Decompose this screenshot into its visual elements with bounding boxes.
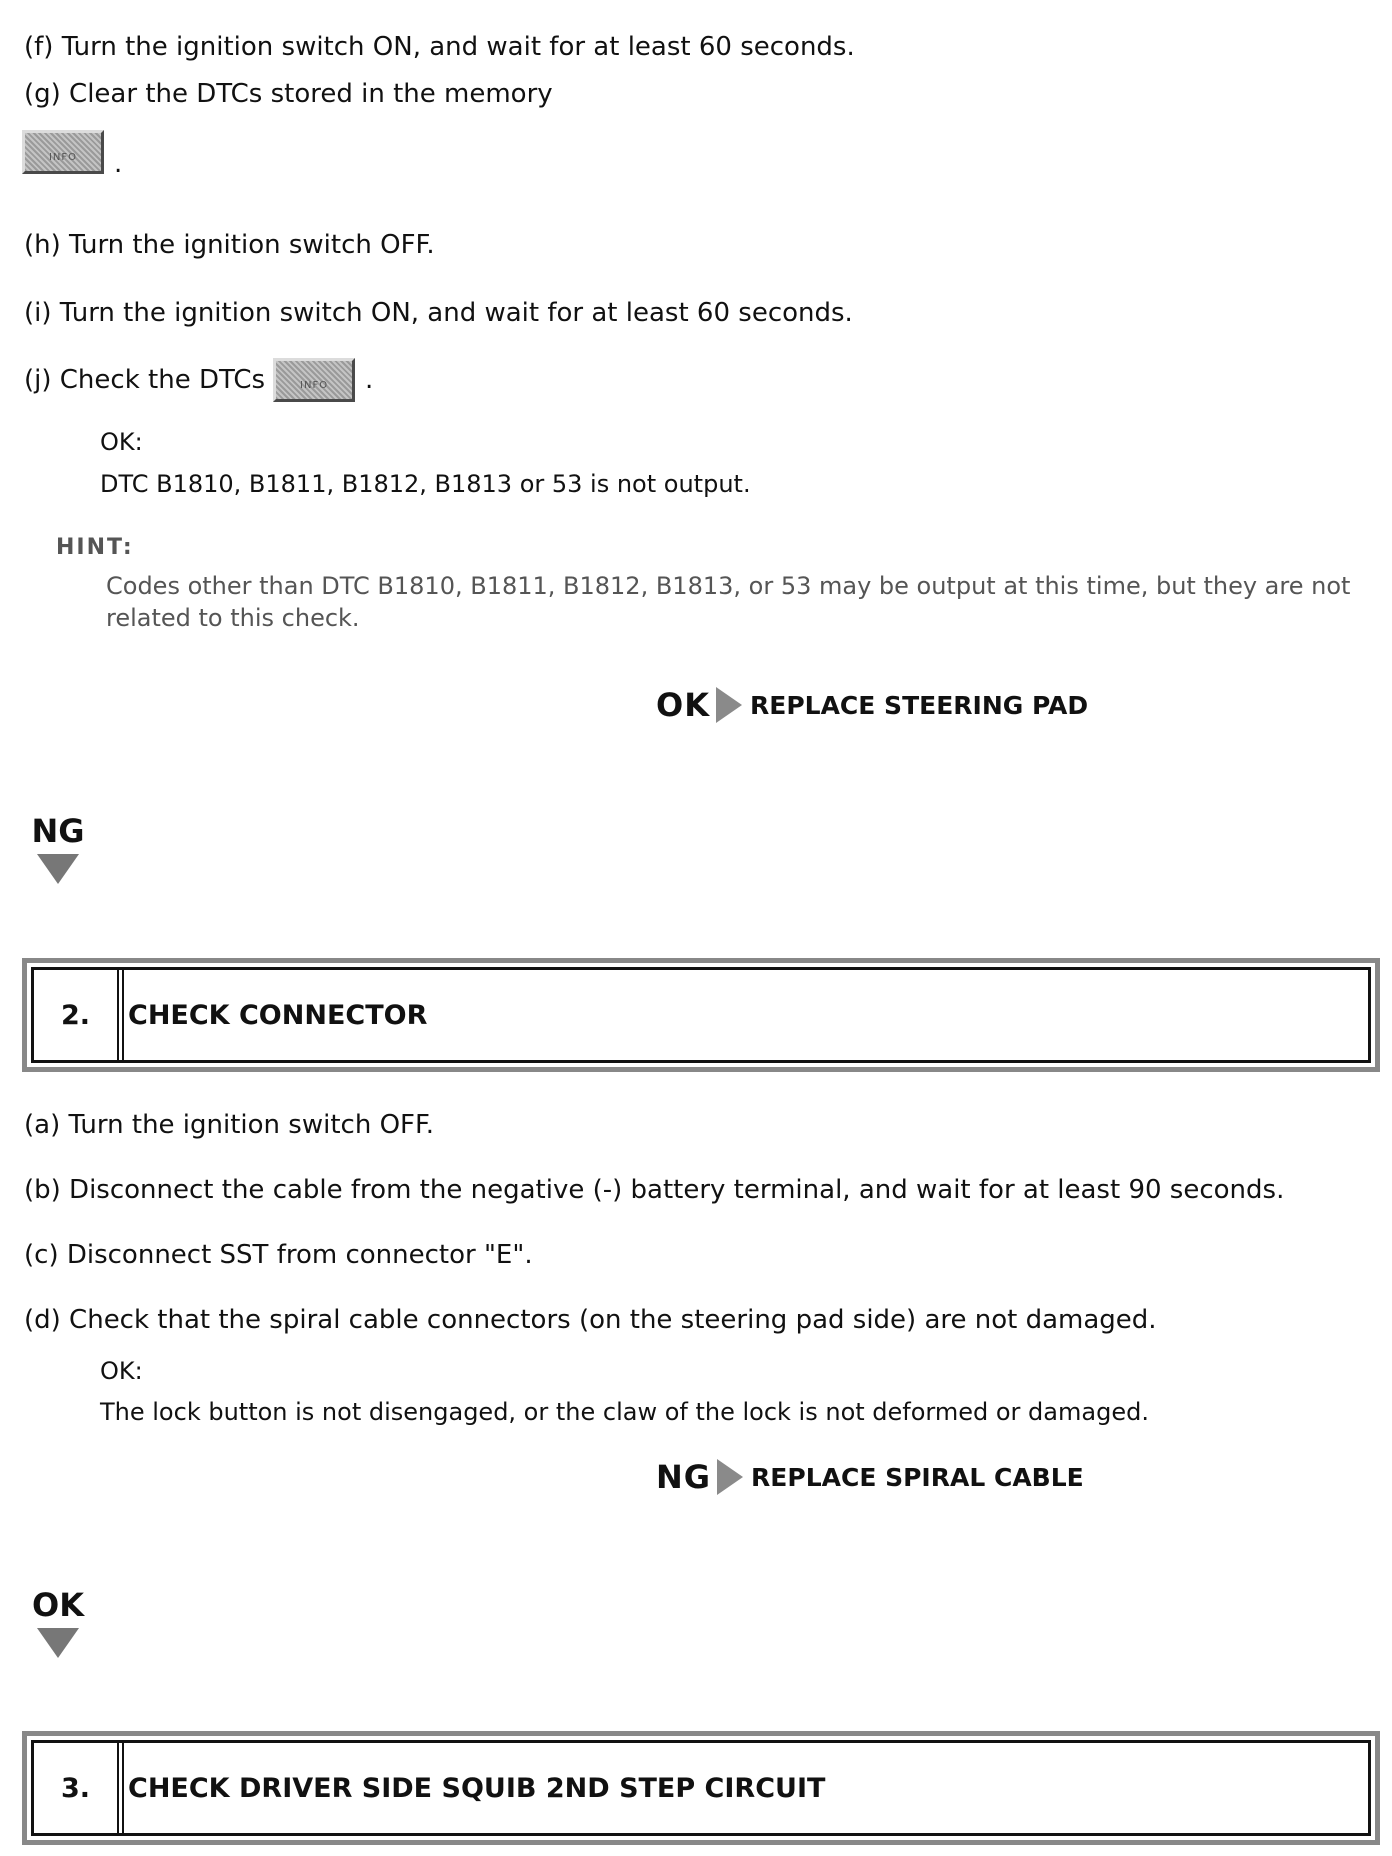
flow-label: NG: [31, 812, 85, 850]
instruction-i: (i) Turn the ignition switch ON, and wait for at least 60 seconds.: [24, 298, 853, 328]
flow-ng: [30, 812, 86, 884]
period: .: [114, 149, 123, 179]
result-ng: [656, 1458, 1084, 1496]
right-arrow-icon: [716, 687, 742, 723]
right-arrow-icon: [717, 1459, 743, 1495]
instruction-g: (g) Clear the DTCs stored in the memory: [24, 79, 553, 109]
down-arrow-icon: [37, 854, 79, 884]
instruction-j-row: [24, 358, 373, 402]
step-number: 2.: [34, 970, 124, 1060]
result-action-link[interactable]: REPLACE STEERING PAD: [750, 690, 1089, 720]
step-header-2: [22, 958, 1380, 1072]
step-title: CHECK CONNECTOR: [128, 999, 428, 1031]
instruction-j: (j) Check the DTCs: [24, 365, 266, 395]
ok-condition: DTC B1810, B1811, B1812, B1813 or 53 is not output.: [100, 470, 751, 498]
result-ok: [656, 686, 1088, 724]
result-action-link[interactable]: REPLACE SPIRAL CABLE: [751, 1462, 1084, 1492]
flow-ok: [30, 1586, 86, 1658]
flow-label: OK: [32, 1586, 84, 1624]
step-title: CHECK DRIVER SIDE SQUIB 2ND STEP CIRCUIT: [128, 1772, 826, 1804]
ok-label: OK:: [100, 428, 143, 456]
period: .: [365, 365, 374, 395]
step-header-3: [22, 1731, 1380, 1845]
hint-text: Codes other than DTC B1810, B1811, B1812, B1813, or 53 may be output at this time, but they are not related to this check.: [106, 572, 1351, 632]
instruction-f: (f) Turn the ignition switch ON, and wait for at least 60 seconds.: [24, 32, 855, 62]
ok-label: OK:: [100, 1357, 143, 1385]
down-arrow-icon: [37, 1628, 79, 1658]
info-button-icon[interactable]: INFO: [22, 130, 104, 174]
result-label: OK: [656, 686, 710, 724]
instruction-c: (c) Disconnect SST from connector "E".: [24, 1240, 533, 1270]
ok-condition: The lock button is not disengaged, or the claw of the lock is not deformed or damaged.: [100, 1398, 1149, 1426]
step-number: 3.: [34, 1743, 124, 1833]
instruction-h: (h) Turn the ignition switch OFF.: [24, 230, 435, 260]
instruction-d: (d) Check that the spiral cable connectors (on the steering pad side) are not damaged.: [24, 1305, 1157, 1335]
info-button-icon[interactable]: INFO: [273, 358, 355, 402]
instruction-b: (b) Disconnect the cable from the negative (-) battery terminal, and wait for at least 90 seconds.: [24, 1175, 1285, 1205]
instruction-a: (a) Turn the ignition switch OFF.: [24, 1110, 435, 1140]
info-button-row: [22, 130, 123, 179]
result-label: NG: [656, 1458, 712, 1496]
hint-title: HINT:: [56, 535, 134, 560]
